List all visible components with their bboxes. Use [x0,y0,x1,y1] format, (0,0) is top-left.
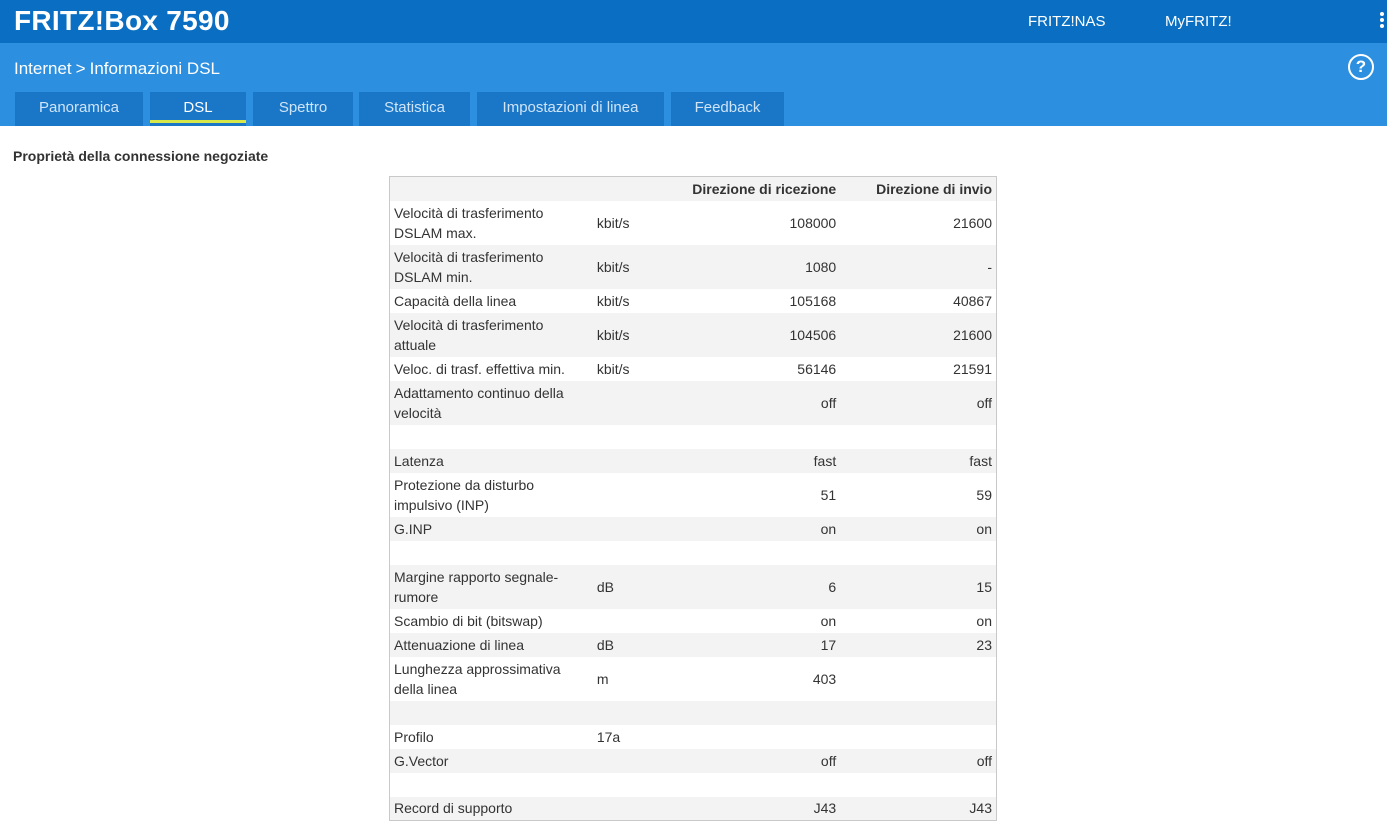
row-label: G.INP [394,520,433,537]
row-label: Adattamento continuo della velocità [394,384,564,421]
row-unit [593,517,683,541]
row-receive-value [683,701,840,725]
row-send-value: off [976,752,992,769]
brand-logo[interactable]: FRITZ!Box 7590 [14,5,230,36]
table-row [390,541,997,565]
row-label: G.Vector [394,752,449,769]
breadcrumb-separator-icon: > [75,59,86,78]
row-label: Margine rapporto segnale-rumore [394,568,559,605]
row-send-value [840,773,996,797]
row-send-value: - [987,258,992,275]
menu-icon[interactable] [1380,12,1387,32]
row-receive-value [683,773,840,797]
table-row [390,609,997,633]
row-unit: kbit/s [596,258,630,275]
row-send-value [840,725,996,749]
row-receive-value: J43 [813,800,837,817]
tab-panoramica[interactable]: Panoramica [15,92,143,126]
row-unit: 17a [596,728,621,745]
table-row [390,449,997,473]
row-send-value: on [976,612,992,629]
row-unit [593,701,683,725]
table-row [390,701,997,725]
row-label: Attenuazione di linea [394,636,524,653]
table-row [390,773,997,797]
row-label: Velocità di trasferimento DSLAM max. [394,204,544,241]
help-icon[interactable]: ? [1348,54,1374,80]
table-row [390,357,997,381]
breadcrumb-parent[interactable]: Internet [14,59,72,78]
table-row [390,657,997,701]
row-unit [593,449,683,473]
row-unit [593,773,683,797]
row-send-value [840,657,996,701]
header-unit [593,177,683,201]
row-unit [593,609,683,633]
row-label [390,773,593,797]
row-unit: kbit/s [596,214,630,231]
row-send-value: 23 [976,636,992,653]
row-receive-value: 108000 [789,214,837,231]
row-receive-value: 6 [828,578,837,595]
row-receive-value [683,541,840,565]
dsl-properties-table [389,176,997,821]
row-unit: dB [596,636,614,653]
row-unit: kbit/s [596,292,630,309]
row-unit: kbit/s [596,360,630,377]
table-row [390,289,997,313]
top-bar [0,0,1387,43]
table-row [390,749,997,773]
table-row [390,425,997,449]
row-label: Velocità di trasferimento attuale [394,316,544,353]
row-unit: kbit/s [596,326,630,343]
table-row [390,245,997,289]
row-send-value: off [976,394,992,411]
tab-dsl[interactable]: DSL [150,92,246,126]
row-receive-value: 1080 [805,258,837,275]
row-send-value [840,541,996,565]
header-send: Direzione di invio [876,180,992,197]
row-label: Profilo [394,728,434,745]
breadcrumb-current: Informazioni DSL [89,59,220,78]
row-send-value [840,701,996,725]
header-receive: Direzione di ricezione [692,180,837,197]
row-receive-value: 17 [820,636,837,653]
fritz-nas-link[interactable]: FRITZ!NAS [1028,13,1106,30]
row-send-value: 15 [976,578,992,595]
row-label: Latenza [394,452,444,469]
row-receive-value: 51 [820,486,837,503]
row-receive-value: on [820,612,837,629]
section-title: Proprietà della connessione negoziate [13,148,269,164]
table-row [390,725,997,749]
row-send-value: 21591 [953,360,992,377]
row-unit [593,473,683,517]
row-unit: dB [596,578,614,595]
row-receive-value: off [820,394,837,411]
table-row [390,797,997,821]
header-label [390,177,593,201]
row-unit [593,425,683,449]
table-row [390,565,997,609]
tab-impostazioni-di-linea[interactable]: Impostazioni di linea [477,92,664,126]
row-unit [593,541,683,565]
table-row [390,313,997,357]
row-unit: m [596,670,609,687]
row-label: Protezione da disturbo impulsivo (INP) [394,476,535,513]
row-receive-value: fast [813,452,837,469]
breadcrumb [14,59,220,79]
row-label: Lunghezza approssimativa della linea [394,660,561,697]
row-label: Scambio di bit (bitswap) [394,612,543,629]
row-label [390,701,593,725]
row-label [390,541,593,565]
table-header-row [390,177,997,201]
row-receive-value [683,425,840,449]
row-receive-value: 403 [812,670,837,687]
row-label: Record di supporto [394,800,513,817]
table-row [390,201,997,245]
row-receive-value: 104506 [789,326,837,343]
myfritz-link[interactable]: MyFRITZ! [1165,13,1232,30]
row-label: Capacità della linea [394,292,517,309]
row-send-value: 21600 [953,326,992,343]
row-send-value: on [976,520,992,537]
row-send-value: J43 [969,800,992,817]
row-receive-value: 56146 [797,360,837,377]
row-label: Velocità di trasferimento DSLAM min. [394,248,544,285]
row-receive-value: off [820,752,837,769]
tab-feedback[interactable]: Feedback [671,92,784,126]
row-send-value: fast [969,452,992,469]
row-label: Veloc. di trasf. effettiva min. [394,360,565,377]
sub-header [0,43,1387,126]
row-unit [593,797,683,821]
table-row [390,517,997,541]
tab-statistica[interactable]: Statistica [359,92,470,126]
row-send-value: 40867 [953,292,992,309]
row-label [390,425,593,449]
row-send-value [840,425,996,449]
tab-spettro[interactable]: Spettro [253,92,353,126]
row-receive-value: 105168 [789,292,837,309]
row-receive-value [683,725,840,749]
row-send-value: 59 [976,486,992,503]
row-receive-value: on [820,520,837,537]
table-row [390,473,997,517]
table-row [390,381,997,425]
row-send-value: 21600 [953,214,992,231]
row-unit [593,381,683,425]
row-unit [593,749,683,773]
table-row [390,633,997,657]
